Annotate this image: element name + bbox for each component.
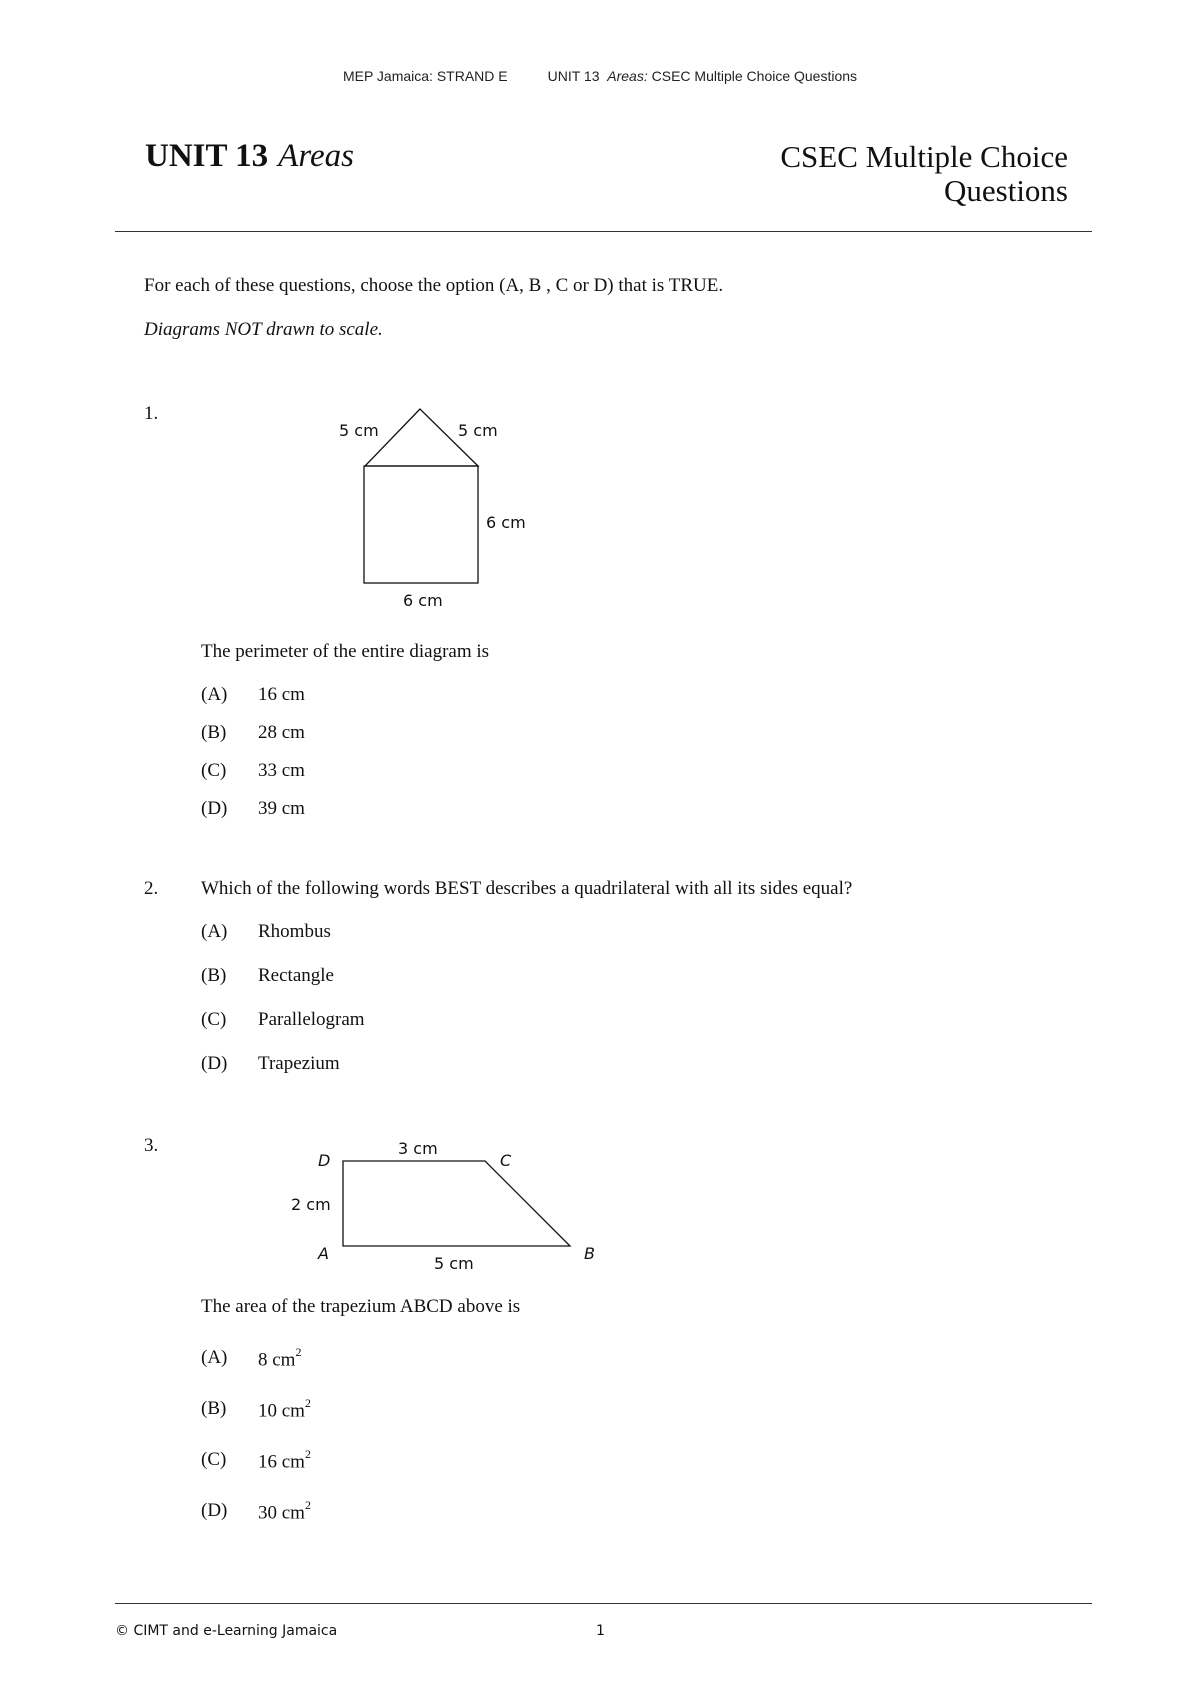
label-side: 6 cm (486, 513, 526, 532)
instruction-line: For each of these questions, choose the option (A, B , C or D) that is TRUE. (144, 275, 724, 296)
option-a-text: 8 cm (258, 1349, 296, 1371)
option-a-exponent: 2 (295, 1345, 302, 1359)
square-shape (364, 466, 478, 583)
question-3-number: 3. (144, 1135, 159, 1156)
label-left-slant: 5 cm (339, 421, 379, 440)
footer-copyright: © CIMT and e-Learning Jamaica (115, 1623, 338, 1639)
running-header (0, 68, 1200, 84)
vertex-label-a: A (318, 1244, 329, 1263)
page-number: 1 (596, 1623, 605, 1639)
title-unit: UNIT 13 (145, 138, 269, 174)
footer-divider (115, 1603, 1092, 1604)
question-1-option-b[interactable]: 28 cm (258, 722, 305, 743)
subtitle-line1: CSEC Multiple Choice (780, 139, 1068, 174)
page-subtitle (780, 140, 1068, 208)
question-3-stem: The area of the trapezium ABCD above is (201, 1296, 521, 1317)
option-d-exponent: 2 (304, 1498, 311, 1512)
option-c-text: 16 cm (258, 1451, 305, 1473)
question-1-option-a[interactable]: 16 cm (258, 684, 305, 705)
question-2-option-d-letter: (D) (201, 1053, 228, 1074)
vertex-label-c: C (500, 1151, 512, 1170)
header-strand: MEP Jamaica: STRAND E (342, 68, 508, 84)
question-3-option-d[interactable] (258, 1500, 311, 1524)
question-3-option-b-letter: (B) (201, 1398, 227, 1419)
question-1-diagram (300, 390, 560, 620)
question-1-number: 1. (144, 403, 159, 424)
instruction-scale-note: Diagrams NOT drawn to scale. (144, 319, 383, 340)
header-unit: UNIT 13 (547, 68, 600, 84)
header-subtitle: CSEC Multiple Choice Questions (651, 68, 858, 84)
option-d-text: 30 cm (258, 1502, 305, 1524)
question-3-option-a-letter: (A) (201, 1347, 228, 1368)
label-height: 2 cm (291, 1195, 331, 1214)
vertex-label-d: D (318, 1151, 331, 1170)
header-topic: Areas: (607, 68, 648, 84)
question-2-option-c-letter: (C) (201, 1009, 227, 1030)
option-b-exponent: 2 (304, 1396, 311, 1410)
question-1-option-a-letter: (A) (201, 684, 228, 705)
title-divider (115, 231, 1092, 232)
option-b-text: 10 cm (258, 1400, 305, 1422)
question-2-option-b[interactable]: Rectangle (258, 965, 334, 986)
option-c-exponent: 2 (304, 1447, 311, 1461)
trapezium-shape (343, 1161, 570, 1246)
page-title (145, 138, 354, 175)
question-2-option-a-letter: (A) (201, 921, 228, 942)
vertex-label-b: B (584, 1244, 595, 1263)
label-top: 3 cm (398, 1139, 438, 1158)
question-1-option-c[interactable]: 33 cm (258, 760, 305, 781)
question-1-option-d[interactable]: 39 cm (258, 798, 305, 819)
question-3-diagram (270, 1125, 610, 1275)
label-base: 5 cm (434, 1254, 474, 1273)
title-topic: Areas (278, 138, 354, 174)
question-2-option-d[interactable]: Trapezium (258, 1053, 340, 1074)
question-3-option-d-letter: (D) (201, 1500, 228, 1521)
question-2-option-c[interactable]: Parallelogram (258, 1009, 365, 1030)
question-2-option-a[interactable]: Rhombus (258, 921, 331, 942)
question-1-option-d-letter: (D) (201, 798, 228, 819)
question-1-option-b-letter: (B) (201, 722, 227, 743)
question-3-option-c[interactable] (258, 1449, 311, 1473)
question-1-option-c-letter: (C) (201, 760, 227, 781)
question-1-stem: The perimeter of the entire diagram is (201, 641, 490, 662)
question-2-option-b-letter: (B) (201, 965, 227, 986)
question-2-number: 2. (144, 878, 159, 899)
question-3-option-b[interactable] (258, 1398, 311, 1422)
label-base: 6 cm (403, 591, 443, 610)
question-2-stem: Which of the following words BEST describes a quadrilateral with all its sides equal? (201, 878, 853, 899)
question-3-option-a[interactable] (258, 1347, 301, 1371)
label-right-slant: 5 cm (458, 421, 498, 440)
subtitle-line2: Questions (944, 173, 1068, 208)
question-3-option-c-letter: (C) (201, 1449, 227, 1470)
